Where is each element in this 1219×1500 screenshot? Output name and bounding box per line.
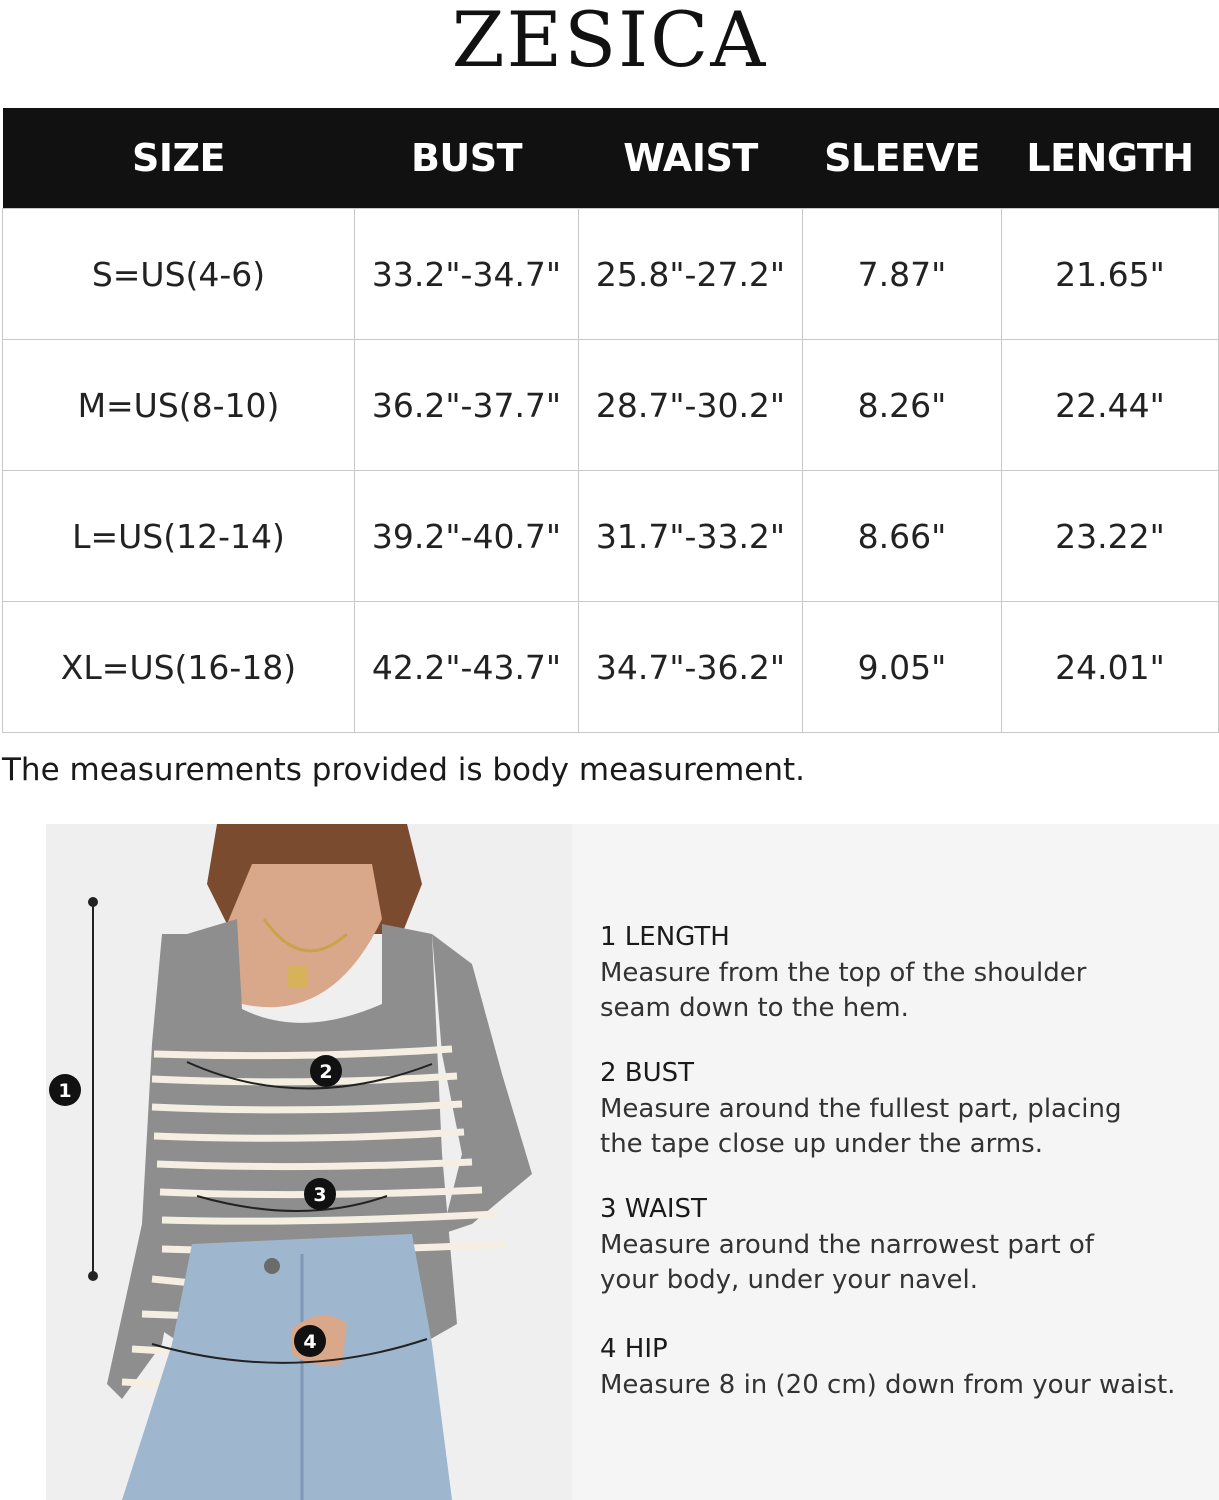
cell-sleeve: 9.05" — [803, 602, 1002, 733]
cell-sleeve: 8.66" — [803, 471, 1002, 602]
model-illustration — [2, 824, 572, 1500]
header-bust: BUST — [355, 108, 579, 209]
cell-sleeve: 7.87" — [803, 209, 1002, 340]
table-header-row — [3, 108, 1219, 209]
cell-waist: 25.8"-27.2" — [579, 209, 803, 340]
table-row — [3, 471, 1219, 602]
guide-bust-title: 2 BUST — [600, 1058, 695, 1088]
header-length: LENGTH — [1002, 108, 1219, 209]
marker-1 — [49, 1074, 81, 1106]
size-chart-table — [2, 108, 1219, 733]
cell-bust: 39.2"-40.7" — [355, 471, 579, 602]
guide-length — [600, 920, 1210, 1026]
cell-waist: 31.7"-33.2" — [579, 471, 803, 602]
cell-waist: 34.7"-36.2" — [579, 602, 803, 733]
marker-3-label: 3 — [313, 1184, 327, 1206]
marker-4 — [294, 1325, 326, 1357]
guide-hip-title: 4 HIP — [600, 1334, 668, 1364]
cell-length: 21.65" — [1002, 209, 1219, 340]
cell-length: 23.22" — [1002, 471, 1219, 602]
table-row — [3, 602, 1219, 733]
measurement-note: The measurements provided is body measurement. — [2, 752, 806, 788]
guide-length-text: Measure from the top of the shoulder seam down to the hem. — [600, 958, 1087, 1023]
cell-size: S=US(4-6) — [3, 209, 355, 340]
header-waist: WAIST — [579, 108, 803, 209]
guide-waist-text: Measure around the narrowest part of your body, under your navel. — [600, 1230, 1094, 1295]
marker-4-label: 4 — [303, 1331, 317, 1353]
marker-1-label: 1 — [58, 1080, 72, 1102]
guide-waist-title: 3 WAIST — [600, 1194, 707, 1224]
guide-hip — [600, 1332, 1210, 1403]
table-row — [3, 340, 1219, 471]
guide-hip-text: Measure 8 in (20 cm) down from your waist. — [600, 1370, 1176, 1400]
guide-waist — [600, 1192, 1210, 1298]
marker-2 — [310, 1055, 342, 1087]
cell-size: XL=US(16-18) — [3, 602, 355, 733]
cell-length: 22.44" — [1002, 340, 1219, 471]
cell-bust: 36.2"-37.7" — [355, 340, 579, 471]
cell-size: M=US(8-10) — [3, 340, 355, 471]
brand-logo: ZESICA — [451, 0, 768, 84]
header-sleeve: SLEEVE — [803, 108, 1002, 209]
cell-size: L=US(12-14) — [3, 471, 355, 602]
cell-length: 24.01" — [1002, 602, 1219, 733]
guide-length-title: 1 LENGTH — [600, 922, 730, 952]
guide-bust-text: Measure around the fullest part, placing the tape close up under the arms. — [600, 1094, 1122, 1159]
guide-bust — [600, 1056, 1210, 1162]
model-figure-panel — [2, 824, 572, 1500]
cell-waist: 28.7"-30.2" — [579, 340, 803, 471]
cell-sleeve: 8.26" — [803, 340, 1002, 471]
cell-bust: 42.2"-43.7" — [355, 602, 579, 733]
marker-2-label: 2 — [319, 1061, 333, 1083]
cell-bust: 33.2"-34.7" — [355, 209, 579, 340]
measurement-guide — [572, 824, 1219, 1500]
header-size: SIZE — [3, 108, 355, 209]
marker-3 — [304, 1178, 336, 1210]
table-row — [3, 209, 1219, 340]
